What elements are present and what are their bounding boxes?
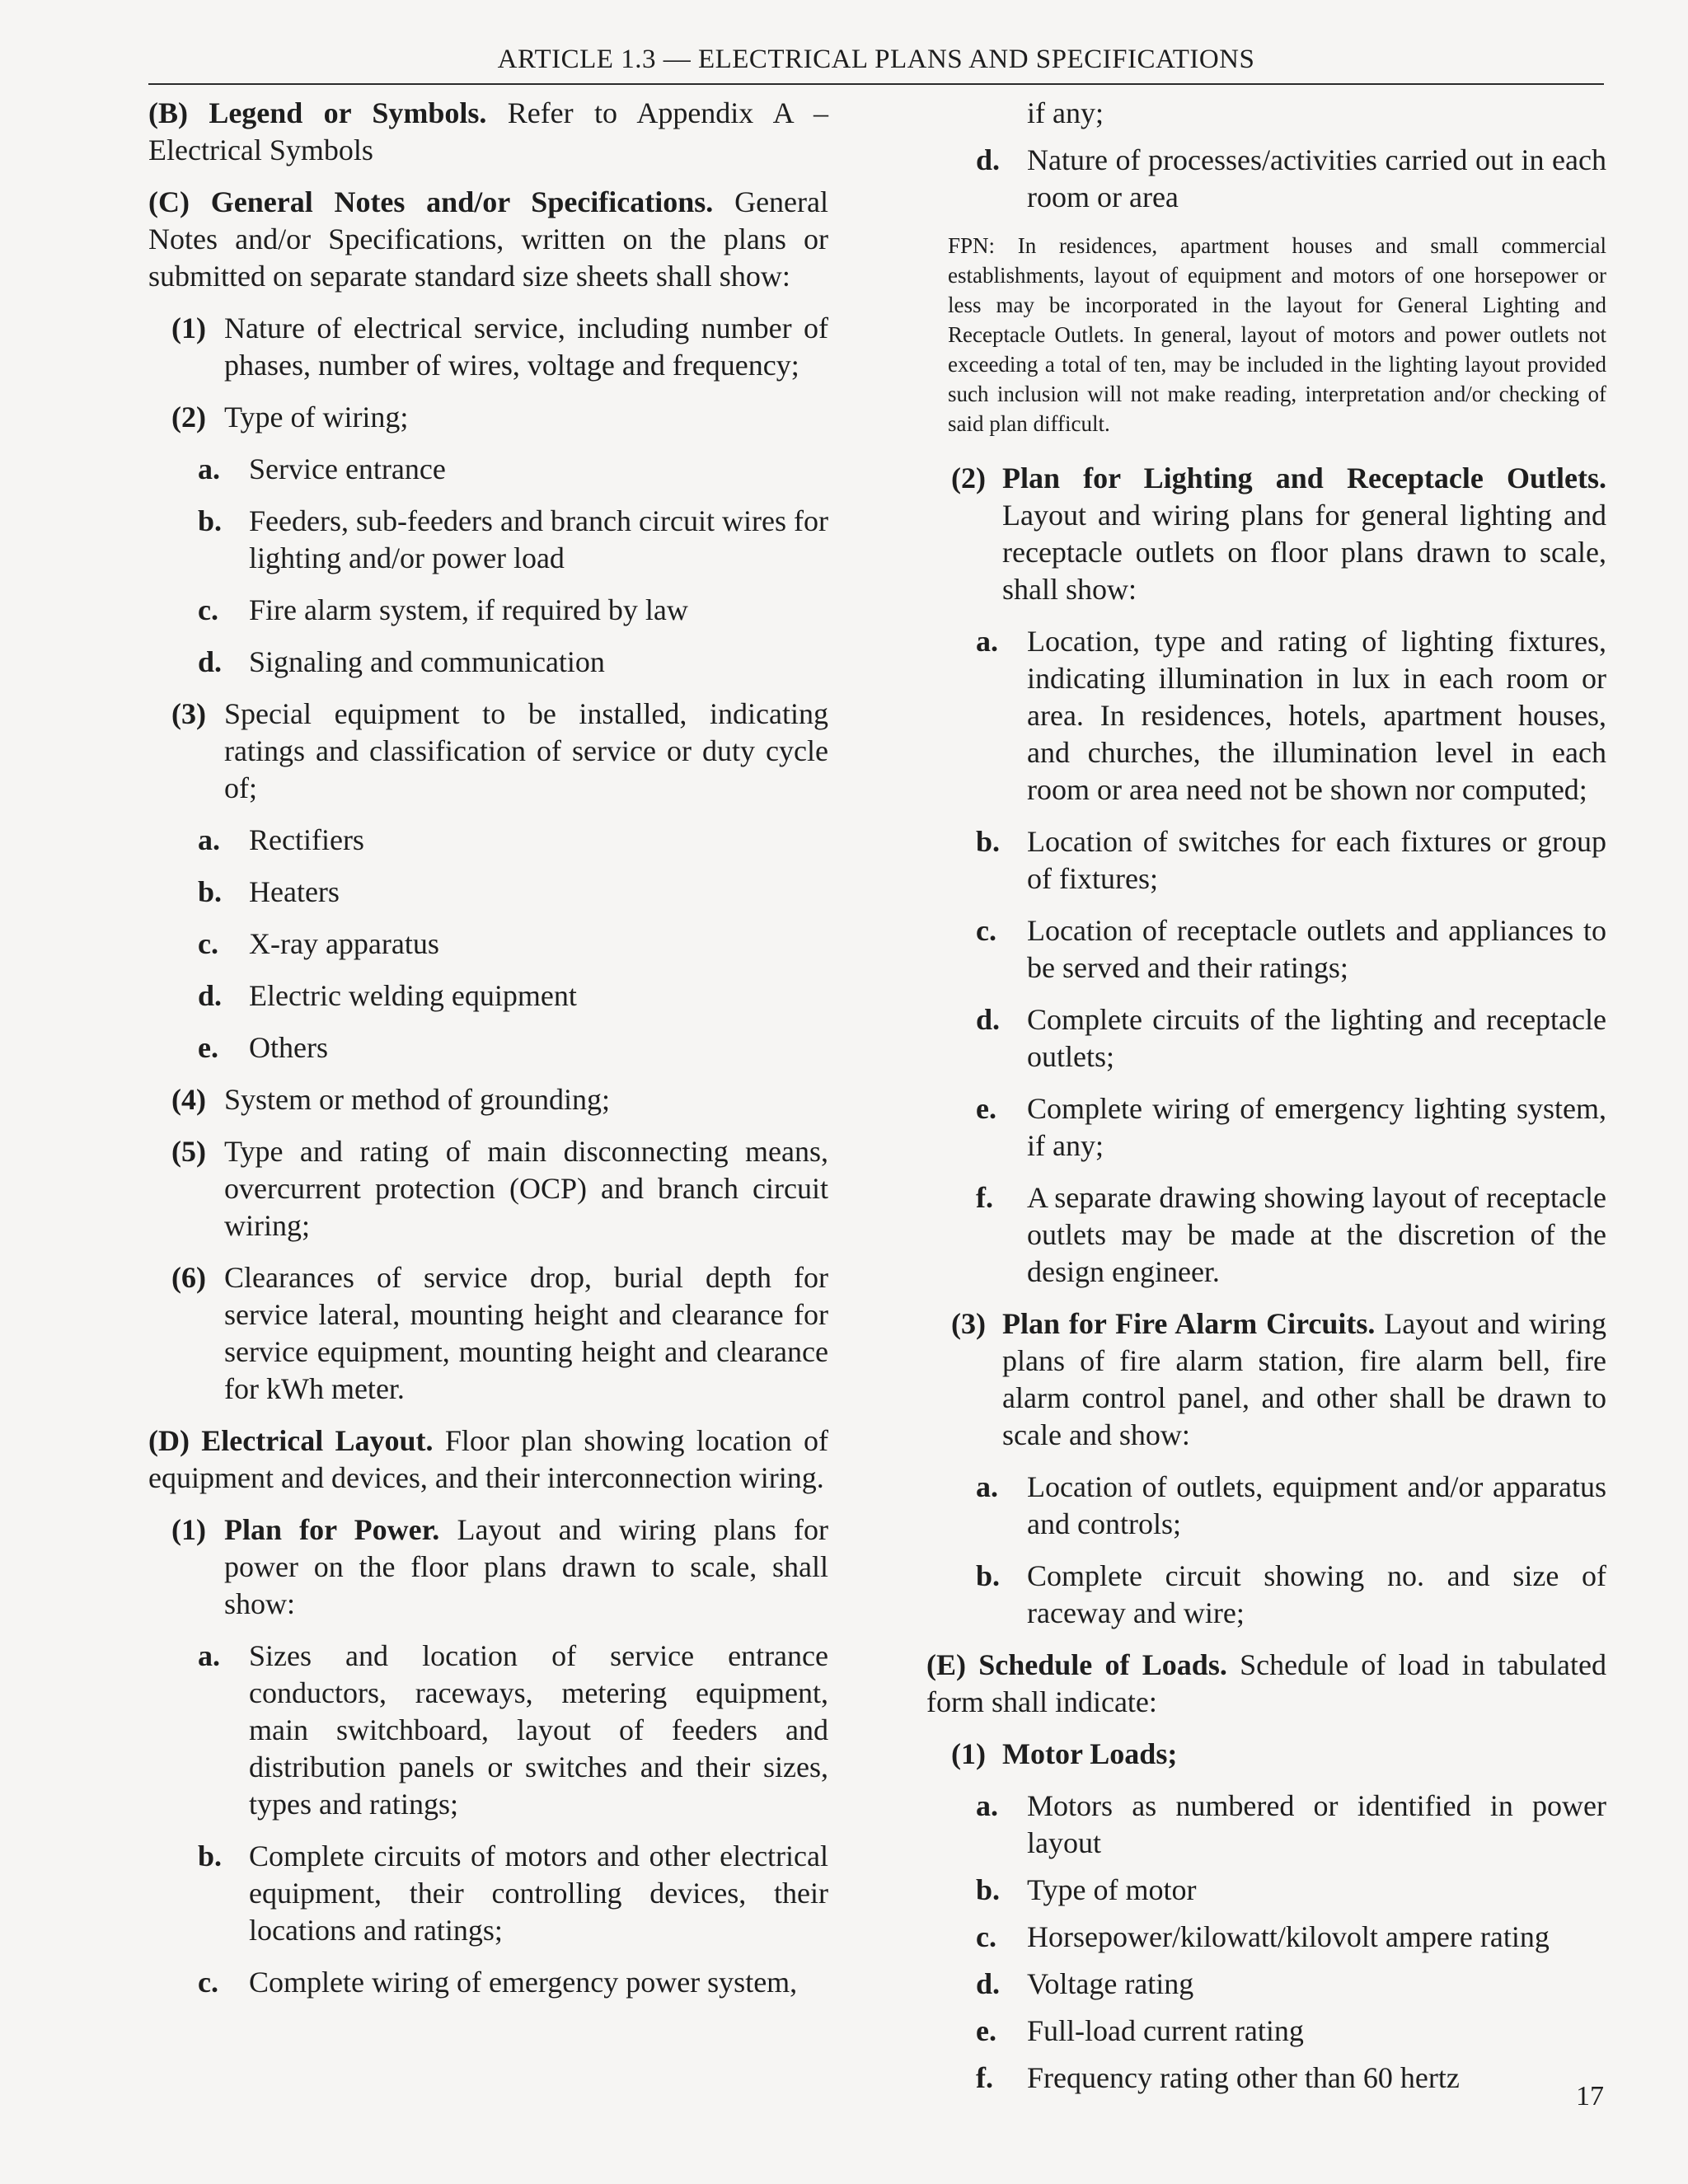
item-text: Service entrance [249, 452, 446, 485]
list-item-e1b [926, 1872, 1606, 1909]
list-item-c2b [148, 503, 828, 577]
item-text: Complete wiring of emergency power system, [249, 1966, 798, 1999]
list-item-d2d [926, 1001, 1606, 1076]
item-text: System or method of grounding; [224, 1083, 610, 1116]
item-label: a. [976, 1789, 998, 1822]
item-text: Location of receptacle outlets and appliances to be served and their ratings; [1027, 914, 1606, 984]
item-text: Type of wiring; [224, 401, 409, 434]
list-item-c1 [148, 310, 828, 384]
list-item-c4 [148, 1081, 828, 1118]
item-text: Feeders, sub-feeders and branch circuit wires for lighting and/or power load [249, 504, 828, 574]
list-item-d1b [148, 1838, 828, 1949]
item-text: Complete circuits of the lighting and receptacle outlets; [1027, 1003, 1606, 1073]
item-text: Location of switches for each fixtures or group of fixtures; [1027, 825, 1606, 895]
right-column [926, 95, 1606, 2111]
item-heading: Plan for Fire Alarm Circuits. [1002, 1307, 1376, 1340]
item-label: d. [198, 979, 223, 1012]
item-heading: Motor Loads; [1002, 1737, 1178, 1770]
item-label: (3) [171, 697, 206, 730]
item-label: a. [198, 452, 220, 485]
section-d [148, 1422, 828, 1497]
item-text: Complete wiring of emergency lighting system, if any; [1027, 1092, 1606, 1162]
left-column [148, 95, 828, 2016]
item-label: a. [198, 1639, 220, 1672]
list-item-c2d [148, 644, 828, 681]
item-text [1002, 1736, 1606, 1773]
list-item-d1a [148, 1638, 828, 1823]
list-item-c2 [148, 399, 828, 436]
item-text [1002, 460, 1606, 608]
item-label: b. [976, 1559, 1001, 1592]
item-label: d. [976, 1003, 1001, 1036]
item-text: Complete circuits of motors and other electrical equipment, their controlling devices, their locations and ratings; [249, 1840, 828, 1947]
list-item-e1e [926, 2013, 1606, 2050]
section-e-heading: (E) Schedule of Loads. [926, 1648, 1227, 1681]
item-heading: Plan for Power. [224, 1513, 440, 1546]
running-header: ARTICLE 1.3 — ELECTRICAL PLANS AND SPECIFICATIONS [497, 45, 1255, 74]
item-text: Type of motor [1027, 1873, 1197, 1906]
list-item-e1f [926, 2060, 1606, 2097]
item-text: Heaters [249, 875, 340, 908]
item-label: (2) [171, 401, 206, 434]
page-number: 17 [1576, 2081, 1604, 2111]
item-label [976, 95, 1027, 132]
item-label: f. [976, 2061, 993, 2094]
item-label: c. [976, 914, 996, 947]
item-text [1002, 1305, 1606, 1454]
section-b-heading: (B) Legend or Symbols. [148, 96, 487, 129]
section-d-text: Floor plan showing location of equipment and devices, and their interconnection wiring. [148, 1424, 829, 1494]
item-text: Rectifiers [249, 823, 364, 856]
list-item-d1c-cont [926, 95, 1606, 132]
item-body: Layout and wiring plans of fire alarm station, fire alarm bell, fire alarm control panel, and other shall be drawn to scale and show: [1002, 1307, 1606, 1451]
list-item-d3a [926, 1469, 1606, 1543]
section-c [148, 184, 828, 295]
item-label: f. [976, 1181, 993, 1214]
item-text: Clearances of service drop, burial depth for service lateral, mounting height and clearance for service equipment, mounting height and clearance for kWh meter. [224, 1261, 828, 1405]
item-label: a. [976, 1470, 998, 1503]
section-d-heading: (D) Electrical Layout. [148, 1424, 434, 1457]
item-text: A separate drawing showing layout of receptacle outlets may be made at the discretion of the design engineer. [1027, 1181, 1606, 1288]
item-label: (1) [171, 1513, 206, 1546]
list-item-d1 [148, 1511, 828, 1623]
item-label: b. [976, 825, 1001, 858]
item-body: Layout and wiring plans for general lighting and receptacle outlets on floor plans drawn to scale, shall show: [1002, 499, 1606, 606]
item-label: (2) [951, 462, 986, 494]
list-item-c3b [148, 874, 828, 911]
item-text: Horsepower/kilowatt/kilovolt ampere rating [1027, 1920, 1550, 1953]
item-text: Complete circuit showing no. and size of raceway and wire; [1027, 1559, 1606, 1629]
item-label: (6) [171, 1261, 206, 1294]
item-text: Nature of processes/activities carried out in each room or area [1027, 143, 1606, 213]
item-text: Motors as numbered or identified in power layout [1027, 1789, 1606, 1859]
list-item-c3d [148, 977, 828, 1015]
item-text: Signaling and communication [249, 645, 605, 678]
list-item-e1c [926, 1919, 1606, 1956]
section-c-heading: (C) General Notes and/or Specifications. [148, 185, 714, 218]
list-item-e1a [926, 1788, 1606, 1862]
item-text [224, 1511, 828, 1623]
item-label: c. [198, 927, 218, 960]
item-text: Nature of electrical service, including number of phases, number of wires, voltage and frequency; [224, 312, 828, 382]
item-text: Frequency rating other than 60 hertz [1027, 2061, 1460, 2094]
item-label: b. [198, 1840, 223, 1872]
item-label: d. [976, 1967, 1001, 2000]
item-text: Electric welding equipment [249, 979, 577, 1012]
item-label: d. [198, 645, 223, 678]
item-label: (5) [171, 1135, 206, 1168]
list-item-e1d [926, 1966, 1606, 2003]
item-label: (1) [951, 1737, 986, 1770]
item-label: c. [976, 1920, 996, 1953]
list-item-c3e [148, 1029, 828, 1066]
item-text: if any; [1027, 96, 1104, 129]
list-item-d2a [926, 623, 1606, 808]
list-item-d1c [148, 1964, 828, 2001]
item-body: Layout and wiring plans for power on the floor plans drawn to scale, shall show: [224, 1513, 828, 1620]
item-label: a. [976, 625, 998, 658]
item-text: Type and rating of main disconnecting means, overcurrent protection (OCP) and branch circuit wiring; [224, 1135, 828, 1242]
item-label: a. [198, 823, 220, 856]
section-b-text: Refer to Appendix A – Electrical Symbols [148, 96, 828, 166]
list-item-d2e [926, 1090, 1606, 1165]
list-item-c5 [148, 1133, 828, 1244]
item-label: e. [976, 1092, 996, 1125]
list-item-e1 [926, 1736, 1606, 1773]
item-label: (1) [171, 312, 206, 344]
item-label: e. [976, 2014, 996, 2047]
item-label: (4) [171, 1083, 206, 1116]
section-b [148, 95, 828, 169]
list-item-d2 [926, 460, 1606, 608]
section-c-text: General Notes and/or Specifications, written on the plans or submitted on separate standard size sheets shall show: [148, 185, 828, 293]
list-item-d1d [926, 142, 1606, 216]
item-label: e. [198, 1031, 218, 1064]
item-label: b. [198, 504, 223, 537]
list-item-d3 [926, 1305, 1606, 1454]
list-item-c2c [148, 592, 828, 629]
item-text: Location of outlets, equipment and/or apparatus and controls; [1027, 1470, 1606, 1540]
item-text: Special equipment to be installed, indicating ratings and classification of service or duty cycle of; [224, 697, 828, 804]
item-text: Sizes and location of service entrance conductors, raceways, metering equipment, main switchboard, layout of feeders and distribution panels or switches and their sizes, types and ratings; [249, 1639, 828, 1821]
item-label: (3) [951, 1307, 986, 1340]
section-e [926, 1647, 1606, 1721]
list-item-c3c [148, 926, 828, 963]
item-label: b. [198, 875, 223, 908]
item-text: Voltage rating [1027, 1967, 1194, 2000]
list-item-c2a [148, 451, 828, 488]
list-item-c3 [148, 696, 828, 807]
list-item-d2b [926, 823, 1606, 898]
item-label: b. [976, 1873, 1001, 1906]
list-item-d2c [926, 912, 1606, 987]
item-heading: Plan for Lighting and Receptacle Outlets. [1002, 462, 1606, 494]
list-item-d3b [926, 1558, 1606, 1632]
item-label: c. [198, 1966, 218, 1999]
header-rule [148, 83, 1604, 85]
list-item-d2f [926, 1179, 1606, 1291]
item-text: Others [249, 1031, 328, 1064]
item-label: d. [976, 143, 1001, 176]
list-item-c3a [148, 822, 828, 859]
item-text: X-ray apparatus [249, 927, 439, 960]
item-text: Location, type and rating of lighting fixtures, indicating illumination in lux in each room or area. In residences, hotels, apartment houses, and churches, the illumination level in each room or area need not be shown nor computed; [1027, 625, 1606, 806]
section-e-text: Schedule of load in tabulated form shall indicate: [926, 1648, 1606, 1718]
item-label: c. [198, 593, 218, 626]
item-text: Fire alarm system, if required by law [249, 593, 688, 626]
fine-print-note: FPN: In residences, apartment houses and small commercial establishments, layout of equipment and motors of one horsepower or less may be incorporated in the layout for General Lighting and Receptacle Outlets. In general, layout of motors and power outlets not exceeding a total of ten, may be included in the lighting layout provided such inclusion will not make reading, interpretation and/or checking of said plan difficult. [948, 233, 1606, 436]
list-item-c6 [148, 1259, 828, 1408]
item-text: Full-load current rating [1027, 2014, 1304, 2047]
